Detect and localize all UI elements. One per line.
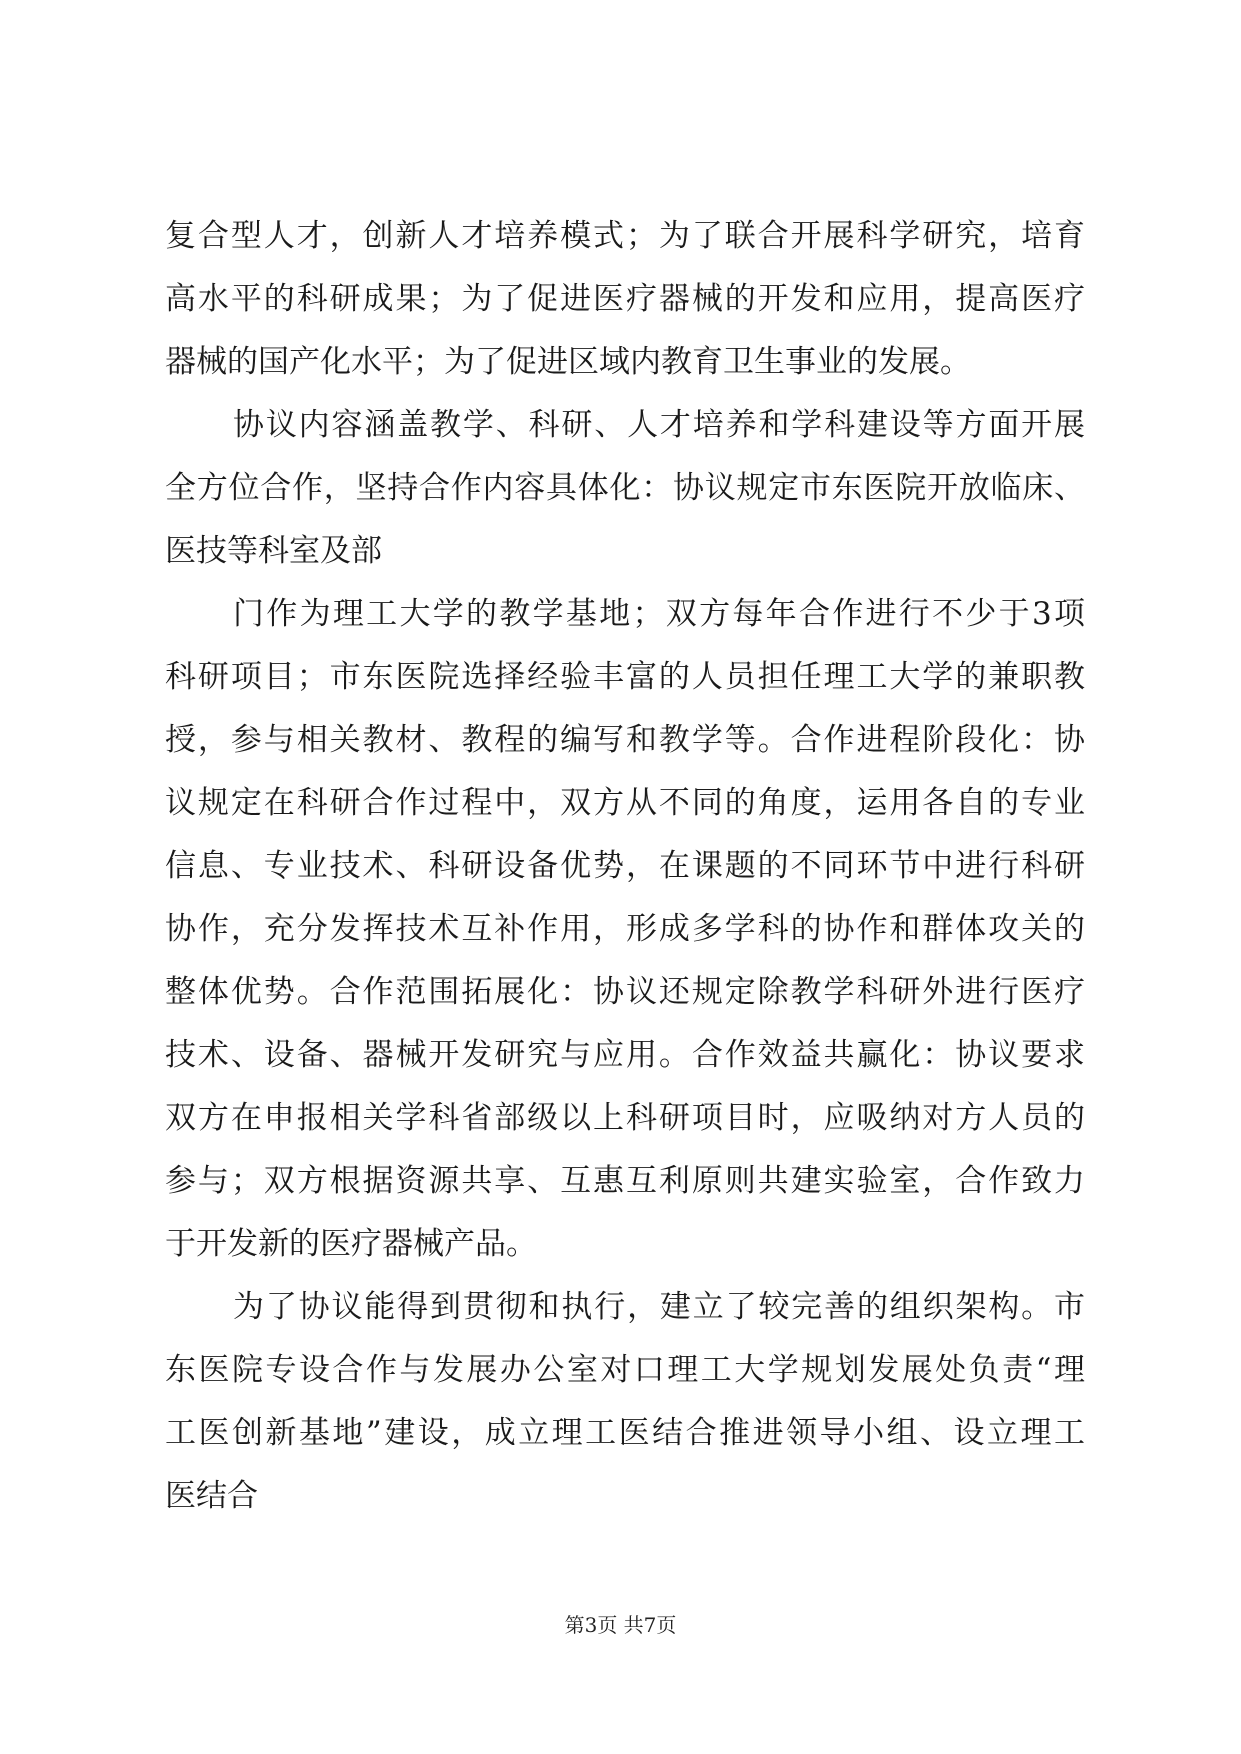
paragraph [165,583,1085,1276]
text-line: 全方位合作，坚持合作内容具体化：协议规定市东医院开放临床、 [165,470,1085,506]
text-line: 双方在申报相关学科省部级以上科研项目时，应吸纳对方人员的 [165,1100,1085,1136]
text-line: 于开发新的医疗器械产品。 [165,1226,537,1262]
text-line: 为了协议能得到贯彻和执行，建立了较完善的组织架构。市 [233,1289,1085,1325]
text-line: 东医院专设合作与发展办公室对口理工大学规划发展处负责“理 [165,1352,1085,1388]
text-line: 整体优势。合作范围拓展化：协议还规定除教学科研外进行医疗 [165,974,1085,1010]
text-line: 议规定在科研合作过程中，双方从不同的角度，运用各自的专业 [165,785,1085,821]
text-line: 协议内容涵盖教学、科研、人才培养和学科建设等方面开展 [233,407,1085,443]
text-line: 高水平的科研成果；为了促进医疗器械的开发和应用，提高医疗 [165,281,1085,317]
text-line: 授，参与相关教材、教程的编写和教学等。合作进程阶段化：协 [165,722,1085,758]
text-line: 协作，充分发挥技术互补作用，形成多学科的协作和群体攻关的 [165,911,1085,947]
paragraph [165,394,1085,583]
paragraph [165,1276,1085,1528]
text-line: 科研项目；市东医院选择经验丰富的人员担任理工大学的兼职教 [165,659,1085,695]
text-line: 参与；双方根据资源共享、互惠互利原则共建实验室，合作致力 [165,1163,1085,1199]
text-line: 医技等科室及部 [165,533,382,569]
text-line: 复合型人才，创新人才培养模式；为了联合开展科学研究，培育 [165,218,1085,254]
text-line: 信息、专业技术、科研设备优势，在课题的不同环节中进行科研 [165,848,1085,884]
text-line: 门作为理工大学的教学基地；双方每年合作进行不少于3项 [233,596,1085,632]
text-line: 工医创新基地”建设，成立理工医结合推进领导小组、设立理工 [165,1415,1085,1451]
text-line: 器械的国产化水平；为了促进区域内教育卫生事业的发展。 [165,344,971,380]
paragraph [165,205,1085,394]
document-body [165,205,1085,1528]
text-line: 医结合 [165,1478,258,1514]
page-number-footer: 第3页 共7页 [564,1613,677,1637]
text-line: 技术、设备、器械开发研究与应用。合作效益共赢化：协议要求 [165,1037,1085,1073]
